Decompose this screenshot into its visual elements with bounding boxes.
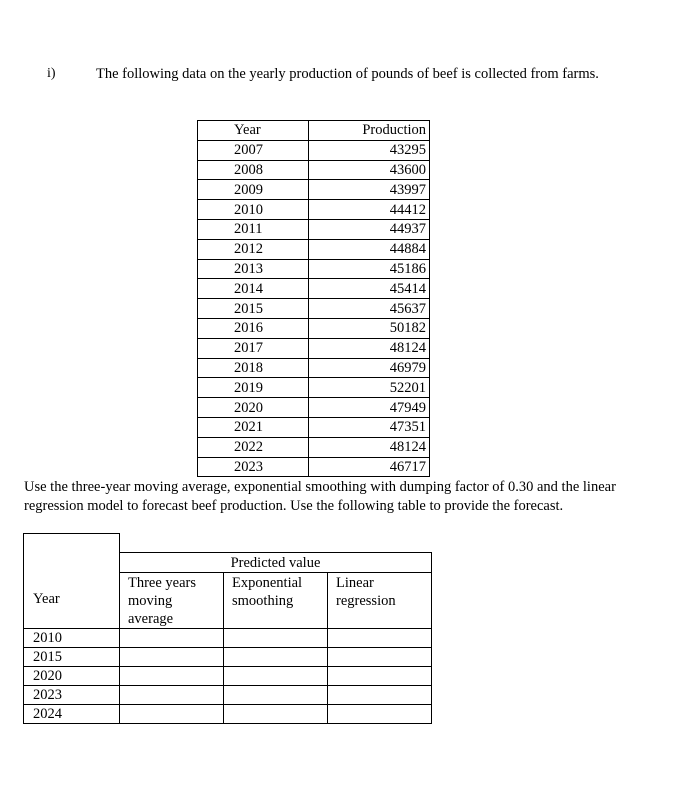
forecast-row (24, 704, 432, 723)
production-cell: 46717 (309, 457, 430, 477)
year-cell: 2008 (198, 160, 309, 180)
table-row (198, 358, 430, 378)
forecast-corner-cell (24, 534, 120, 553)
year-cell: 2014 (198, 279, 309, 299)
year-cell: 2009 (198, 180, 309, 200)
forecast-answer-cell[interactable] (224, 685, 328, 704)
table-row (198, 457, 430, 477)
production-cell: 43600 (309, 160, 430, 180)
production-column-header: Production (309, 121, 430, 141)
table-row (198, 200, 430, 220)
table-header-row (198, 121, 430, 141)
production-cell: 46979 (309, 358, 430, 378)
forecast-year-header: Year (24, 552, 120, 628)
forecast-answer-cell[interactable] (120, 666, 224, 685)
year-cell: 2021 (198, 417, 309, 437)
table-row (198, 299, 430, 319)
year-cell: 2022 (198, 437, 309, 457)
year-cell: 2023 (198, 457, 309, 477)
table-row (198, 417, 430, 437)
forecast-row (24, 685, 432, 704)
production-data-rows (198, 140, 430, 477)
year-cell: 2018 (198, 358, 309, 378)
forecast-header-row-2 (24, 552, 432, 572)
forecast-year-cell: 2015 (24, 647, 120, 666)
production-cell: 44937 (309, 219, 430, 239)
year-cell: 2007 (198, 140, 309, 160)
forecast-year-cell: 2020 (24, 666, 120, 685)
production-cell: 50182 (309, 318, 430, 338)
forecast-answer-cell[interactable] (120, 704, 224, 723)
forecast-header-row-1 (24, 534, 432, 553)
forecast-table (23, 533, 432, 724)
year-cell: 2013 (198, 259, 309, 279)
question-number: i) (47, 66, 56, 81)
table-row (198, 437, 430, 457)
instructions-text: Use the three-year moving average, exponential smoothing with dumping factor of 0.30 and the linear regression model to forecast beef production. Use the following table to provide the forecast. (24, 479, 616, 514)
table-row (198, 160, 430, 180)
question-text: The following data on the yearly production of pounds of beef is collected from farms. (96, 66, 599, 82)
table-row (198, 378, 430, 398)
year-cell: 2016 (198, 318, 309, 338)
table-row (198, 398, 430, 418)
production-cell: 48124 (309, 437, 430, 457)
forecast-answer-cell[interactable] (328, 704, 432, 723)
forecast-answer-cell[interactable] (328, 685, 432, 704)
forecast-rows (24, 628, 432, 723)
forecast-answer-cell[interactable] (328, 666, 432, 685)
production-cell: 44884 (309, 239, 430, 259)
forecast-answer-cell[interactable] (120, 685, 224, 704)
production-cell: 45637 (309, 299, 430, 319)
year-column-header: Year (198, 121, 309, 141)
production-cell: 52201 (309, 378, 430, 398)
exponential-smoothing-header: Exponential smoothing (224, 572, 328, 628)
table-row (198, 318, 430, 338)
production-cell: 44412 (309, 200, 430, 220)
forecast-answer-cell[interactable] (328, 647, 432, 666)
forecast-answer-cell[interactable] (224, 628, 328, 647)
table-row (198, 279, 430, 299)
production-cell: 43997 (309, 180, 430, 200)
year-cell: 2010 (198, 200, 309, 220)
year-cell: 2019 (198, 378, 309, 398)
forecast-answer-cell[interactable] (224, 647, 328, 666)
forecast-top-spacer (120, 534, 432, 553)
three-year-ma-header: Three years moving average (120, 572, 224, 628)
production-cell: 43295 (309, 140, 430, 160)
predicted-value-header: Predicted value (120, 552, 432, 572)
forecast-answer-cell[interactable] (328, 628, 432, 647)
forecast-year-cell: 2024 (24, 704, 120, 723)
forecast-year-cell: 2010 (24, 628, 120, 647)
table-row (198, 338, 430, 358)
table-row (198, 219, 430, 239)
table-row (198, 180, 430, 200)
production-cell: 45186 (309, 259, 430, 279)
production-data-table (197, 120, 430, 477)
year-cell: 2015 (198, 299, 309, 319)
forecast-answer-cell[interactable] (120, 647, 224, 666)
production-cell: 47949 (309, 398, 430, 418)
forecast-year-cell: 2023 (24, 685, 120, 704)
table-row (198, 140, 430, 160)
linear-regression-header: Linear regression (328, 572, 432, 628)
year-cell: 2017 (198, 338, 309, 358)
table-row (198, 259, 430, 279)
year-cell: 2011 (198, 219, 309, 239)
forecast-answer-cell[interactable] (224, 666, 328, 685)
production-cell: 45414 (309, 279, 430, 299)
year-cell: 2012 (198, 239, 309, 259)
forecast-row (24, 666, 432, 685)
production-cell: 47351 (309, 417, 430, 437)
table-row (198, 239, 430, 259)
forecast-answer-cell[interactable] (120, 628, 224, 647)
production-cell: 48124 (309, 338, 430, 358)
forecast-row (24, 628, 432, 647)
year-cell: 2020 (198, 398, 309, 418)
forecast-row (24, 647, 432, 666)
forecast-answer-cell[interactable] (224, 704, 328, 723)
